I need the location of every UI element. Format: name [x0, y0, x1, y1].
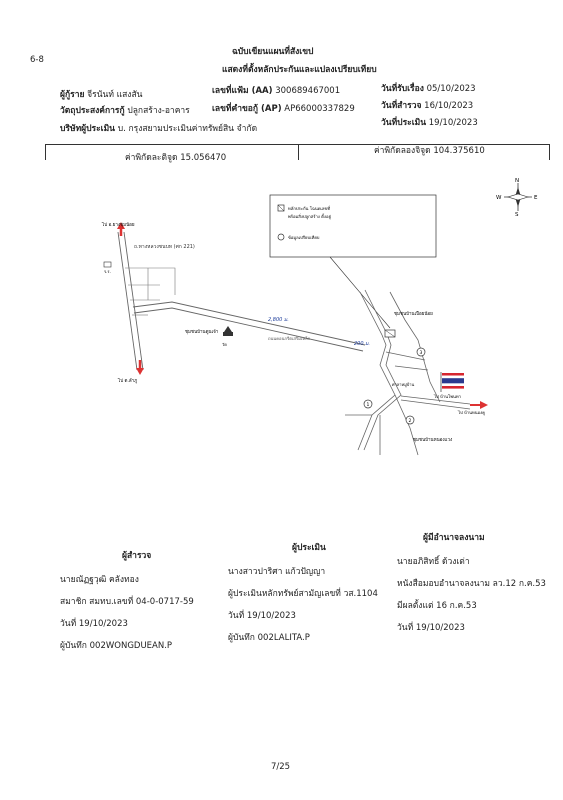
company-value: บ. กรุงสยามประเมินค่าทรัพย์สิน จำกัด	[117, 124, 258, 134]
company-label: บริษัทผู้ประเมิน	[60, 124, 115, 134]
surveyor-recorder: ผู้บันทึก 002WONGDUEAN.P	[60, 641, 173, 651]
svg-text:2: 2	[408, 419, 412, 424]
compass-n: N	[515, 178, 520, 184]
page-title: ฉบับเขียนแผนที่สังเขป	[232, 47, 314, 57]
legend-circle: ข้อมูลเปรียบเทียบ	[288, 235, 320, 240]
authority-effective: มีผลตั้งแต่ 16 ก.ค.53	[397, 601, 477, 611]
latitude-value: 15.056470	[180, 153, 227, 163]
svg-text:วัด: วัด	[222, 342, 227, 347]
label-village-east: ไป บ้านโพนทา	[434, 394, 461, 399]
surveyor-heading: ผู้สำรวจ	[122, 551, 152, 561]
surveyor-member: สมาชิก สมทบ.เลขที่ 04-0-0717-59	[60, 597, 194, 607]
appraisal-date-value: 19/10/2023	[428, 118, 478, 128]
compass-e: E	[534, 195, 538, 201]
label-village-office: ศาลาหมู่บ้าน	[392, 382, 415, 387]
label-lane: ถนนคอนกรีตเสริมเหล็ก	[268, 336, 311, 341]
borrower-label: ผู้กู้ราย	[60, 90, 85, 100]
east-arrow-icon	[470, 401, 488, 409]
surveyor-date: วันที่ 19/10/2023	[60, 619, 128, 629]
surveyor-block	[60, 548, 194, 652]
longitude-value: 104.375610	[433, 146, 485, 156]
authority-date: วันที่ 19/10/2023	[397, 623, 465, 633]
start-date-value: 05/10/2023	[426, 84, 476, 94]
latitude-label: ค่าพิกัดละติจูด	[125, 153, 178, 163]
authority-order: หนังสือมอบอำนาจลงนาม ลว.12 ก.ค.53	[397, 579, 546, 589]
label-road-north: ไป อ.ยางชุมน้อย	[102, 223, 135, 228]
appraiser-recorder: ผู้บันทึก 002LALITA.P	[228, 633, 310, 643]
compass-s: S	[515, 212, 519, 218]
comparison-point-1	[364, 400, 372, 408]
label-distance-side: 200 ม.	[354, 341, 371, 347]
temple-icon	[222, 326, 233, 347]
label-village-south: ชุมชนบ้านหนองแวง	[413, 438, 453, 443]
legend-line2: พร้อมสิ่งปลูกสร้าง ตั้งอยู่	[288, 214, 331, 219]
authority-block	[397, 530, 546, 634]
school-icon	[104, 262, 111, 274]
corner-mark: 6-8	[30, 55, 44, 65]
survey-date-value: 16/10/2023	[424, 101, 474, 111]
comparison-point-2	[406, 416, 414, 424]
access-road	[133, 302, 365, 351]
surveyor-name: นายณัฏฐวุฒิ คลังทอง	[60, 575, 139, 585]
map-legend	[270, 195, 436, 257]
label-road-south: ไป ต.ลำภู	[118, 379, 138, 384]
appraiser-name: นางสาวปาริศา แก้วปัญญา	[228, 567, 326, 577]
survey-date-label: วันที่สำรวจ	[381, 101, 422, 111]
label-road-east: ไป บ้านหนองคู	[458, 410, 485, 415]
svg-text:ร.ร.: ร.ร.	[104, 269, 111, 274]
authority-name: นายอภิสิทธิ์ ด้วงเต่า	[397, 557, 470, 567]
label-road-name: ถ.ทางหลวงชนบท (ศก 221)	[134, 244, 195, 250]
file-no-label: เลขที่แฟ้ม (AA)	[212, 86, 273, 96]
comparison-point-3	[417, 348, 425, 356]
compass-icon	[496, 178, 538, 218]
purpose-label: วัตถุประสงค์การกู้	[60, 106, 125, 116]
start-date-label: วันที่รับเรื่อง	[381, 84, 424, 94]
legend-line1: หลักประกัน โฉนดเลขที่	[288, 206, 331, 211]
appraiser-date: วันที่ 19/10/2023	[228, 611, 296, 621]
property-marker-icon	[385, 330, 395, 337]
purpose-value: ปลูกสร้าง-อาคาร	[127, 106, 190, 116]
borrower-value: จีรนันท์ แสงสัน	[87, 90, 143, 100]
request-no-value: AP66000337829	[284, 104, 355, 114]
page-subtitle: แสดงที่ตั้งหลักประกันและแปลงเปรียบเทียบ	[222, 65, 377, 75]
file-no-value: 300689467001	[275, 86, 341, 96]
label-village-west: ชุมชนบ้านดูนเจ้า	[185, 330, 219, 335]
label-distance-main: 2,800 ม.	[268, 317, 289, 323]
svg-text:3: 3	[419, 351, 423, 356]
page-number: 7/25	[271, 762, 291, 772]
label-village-north: ชุมชนบ้านเปือยน้อย	[394, 312, 433, 317]
appraiser-heading: ผู้ประเมิน	[292, 543, 326, 553]
thai-flag-icon	[441, 372, 464, 392]
appraisal-date-label: วันที่ประเมิน	[381, 118, 427, 128]
svg-text:1: 1	[366, 403, 370, 408]
compass-w: W	[496, 195, 502, 201]
longitude-label: ค่าพิกัดลองจิจูด	[374, 146, 431, 156]
request-no-label: เลขที่คำขอกู้ (AP)	[212, 104, 282, 114]
appraiser-block	[228, 540, 378, 644]
appraiser-license: ผู้ประเมินหลักทรัพย์สามัญเลขที่ วส.1104	[228, 589, 378, 599]
authority-heading: ผู้มีอำนาจลงนาม	[423, 533, 485, 543]
